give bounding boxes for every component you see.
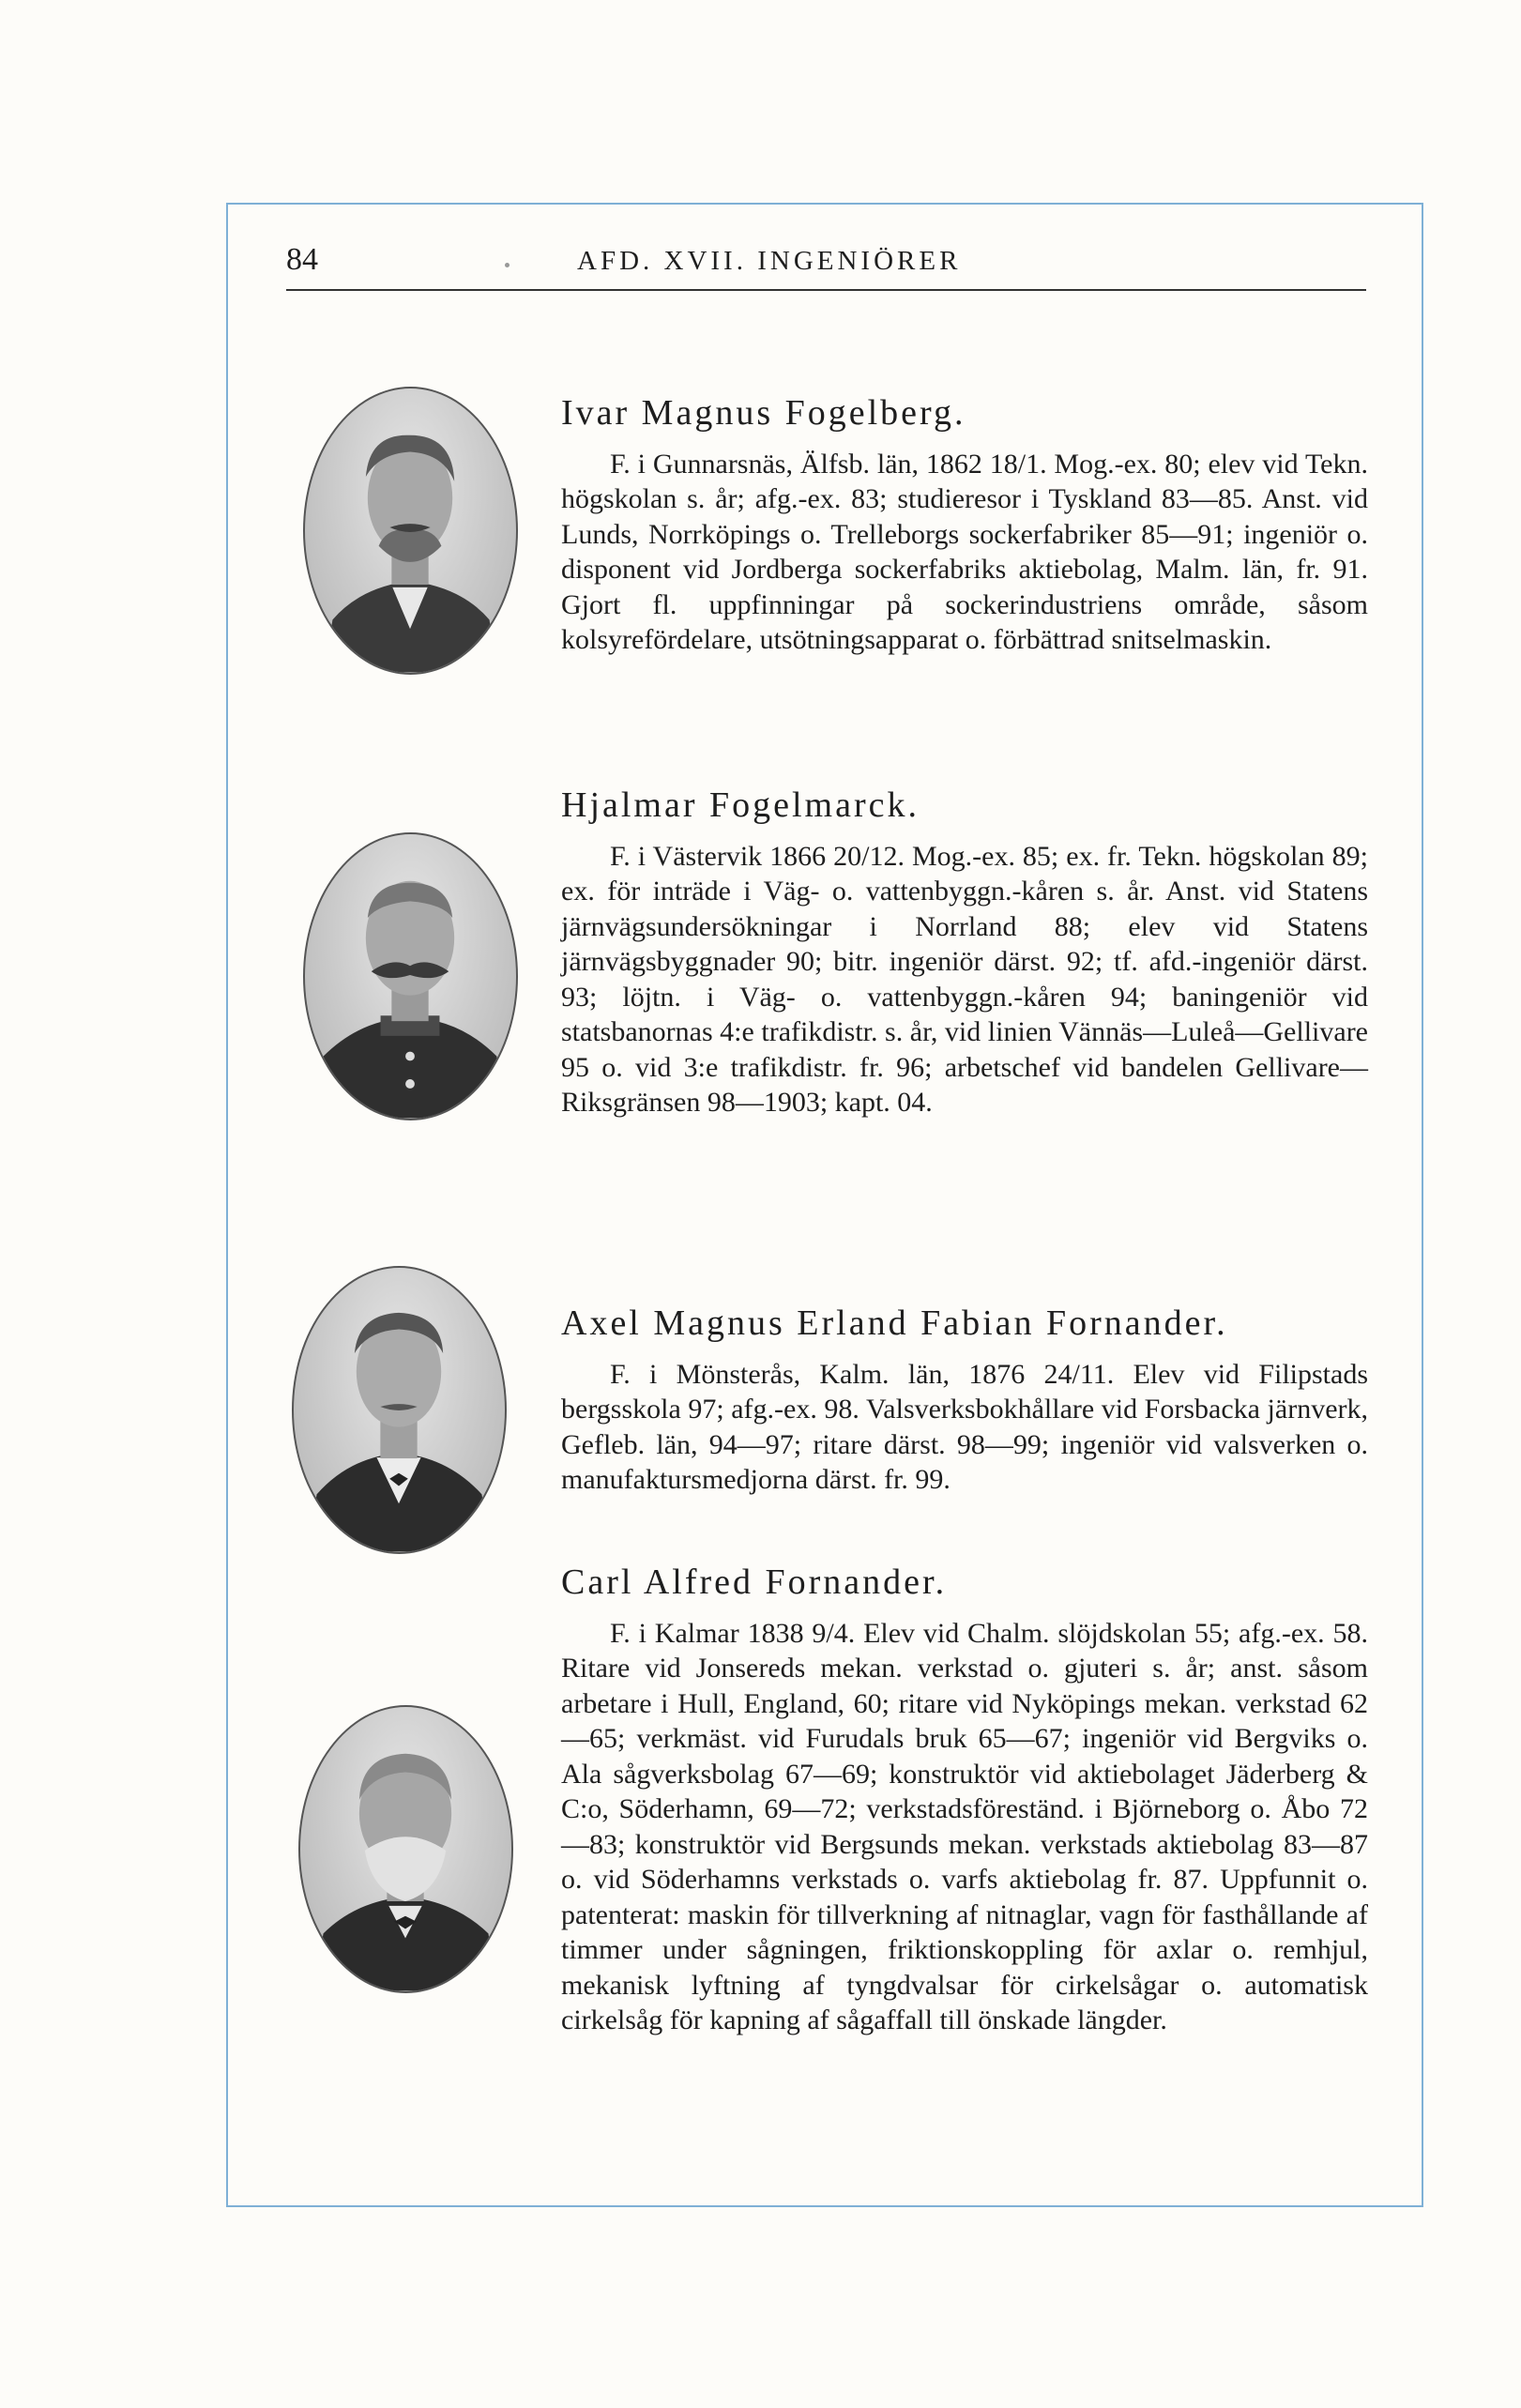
page-header — [286, 242, 1366, 291]
entry-carl-fornander — [561, 1563, 1368, 2038]
entry-fogelmarck — [561, 786, 1368, 1120]
portrait-carl-fornander-image — [300, 1707, 511, 1991]
entry-body: F. i Gunnarsnäs, Älfsb. län, 1862 18/1. Mog.-ex. 80; elev vid Tekn. högskolan s. år; afg.-ex. 83; studieresor i Tyskland 83—85. Anst. vid Lunds, Norrköpings o. Trelleborgs sockerfabriker 85—91; ingeniör o. disponent vid Jordberga sockerfabriks aktiebolag, Malm. län, fr. 91. Gjort fl. uppfinningar på sockerindustriens område, såsom kolsyrefördelare, utsötningsapparat o. förbättrad snitselmaskin. — [561, 448, 1368, 656]
page-number: 84 — [286, 242, 318, 277]
entry-name: Hjalmar Fogelmarck. — [561, 785, 920, 825]
entry-body: F. i Mönsterås, Kalm. län, 1876 24/11. Elev vid Filipstads bergsskola 97; afg.-ex. 98. Valsverksbokhållare vid Forsbacka järnverk, Gefleb. län, 94—97; ritare därst. 98—99; ingeniör vid valsverken o. manufaktursmedjorna därst. fr. 99. — [561, 1358, 1368, 1496]
portrait-carl-fornander — [298, 1705, 513, 1993]
entry-axel-fornander — [561, 1304, 1368, 1498]
ornament-dot — [505, 263, 510, 267]
entry-body: F. i Västervik 1866 20/12. Mog.-ex. 85; ex. fr. Tekn. högskolan 89; ex. för inträde i Väg- o. vattenbyggn.-kåren s. år. Anst. vid Statens järnvägsundersökningar i Norrland 88; elev vid Statens järnvägsbyggnader 90; bitr. ingeniör därst. 92; tf. afd.-ingeniör därst. 93; löjtn. i Väg- o. vattenbyggn.-kåren 94; baningeniör vid statsbanornas 4:e trafikdistr. s. år, vid linien Vännäs—Luleå—Gellivare 95 o. vid 3:e trafikdistr. fr. 96; arbetschef vid bandelen Gellivare—Riksgränsen 98—1903; kapt. 04. — [561, 840, 1368, 1119]
entry-name: Axel Magnus Erland Fabian Fornander. — [561, 1303, 1228, 1343]
portrait-fogelmarck-image — [305, 834, 516, 1119]
portrait-fogelmarck — [303, 832, 518, 1120]
portrait-axel-fornander — [292, 1266, 507, 1554]
entry-name: Carl Alfred Fornander. — [561, 1562, 948, 1602]
entry-body: F. i Kalmar 1838 9/4. Elev vid Chalm. slöjdskolan 55; afg.-ex. 58. Ritare vid Jonsereds mekan. verkstad o. gjuteri s. år; anst. såsom arbetare i Hull, England, 60; ritare vid Nyköpings mekan. verkstad 62—65; verkmäst. vid Furudals bruk 65—67; ingeniör vid Bergviks o. Ala sågverksbolag 67—69; konstruktör vid aktiebolaget Jäderberg & C:o, Söderhamn, 69—72; verkstadsföreständ. i Björneborg o. Åbo 72—83; konstruktör vid Bergsunds mekan. verkstads aktiebolag 83—87 o. vid Söderhamns verkstads o. varfs aktiebolag fr. 87. Uppfunnit o. patenterat: maskin för tillverkning af nitnaglar, vagn för fasthållande af timmer under sågningen, friktionskoppling för axlar o. remhjul, mekanisk lyftning af tyngdvalsar för cirkelsågar o. automatisk cirkelsåg för kapning af sågaffall till önskade längder. — [561, 1617, 1368, 2036]
entry-fogelberg — [561, 394, 1368, 658]
entry-name: Ivar Magnus Fogelberg. — [561, 393, 966, 433]
portrait-fogelberg-image — [305, 389, 516, 673]
portrait-axel-fornander-image — [294, 1268, 505, 1552]
portrait-fogelberg — [303, 387, 518, 675]
running-title: AFD. XVII. INGENIÖRER — [577, 246, 962, 276]
